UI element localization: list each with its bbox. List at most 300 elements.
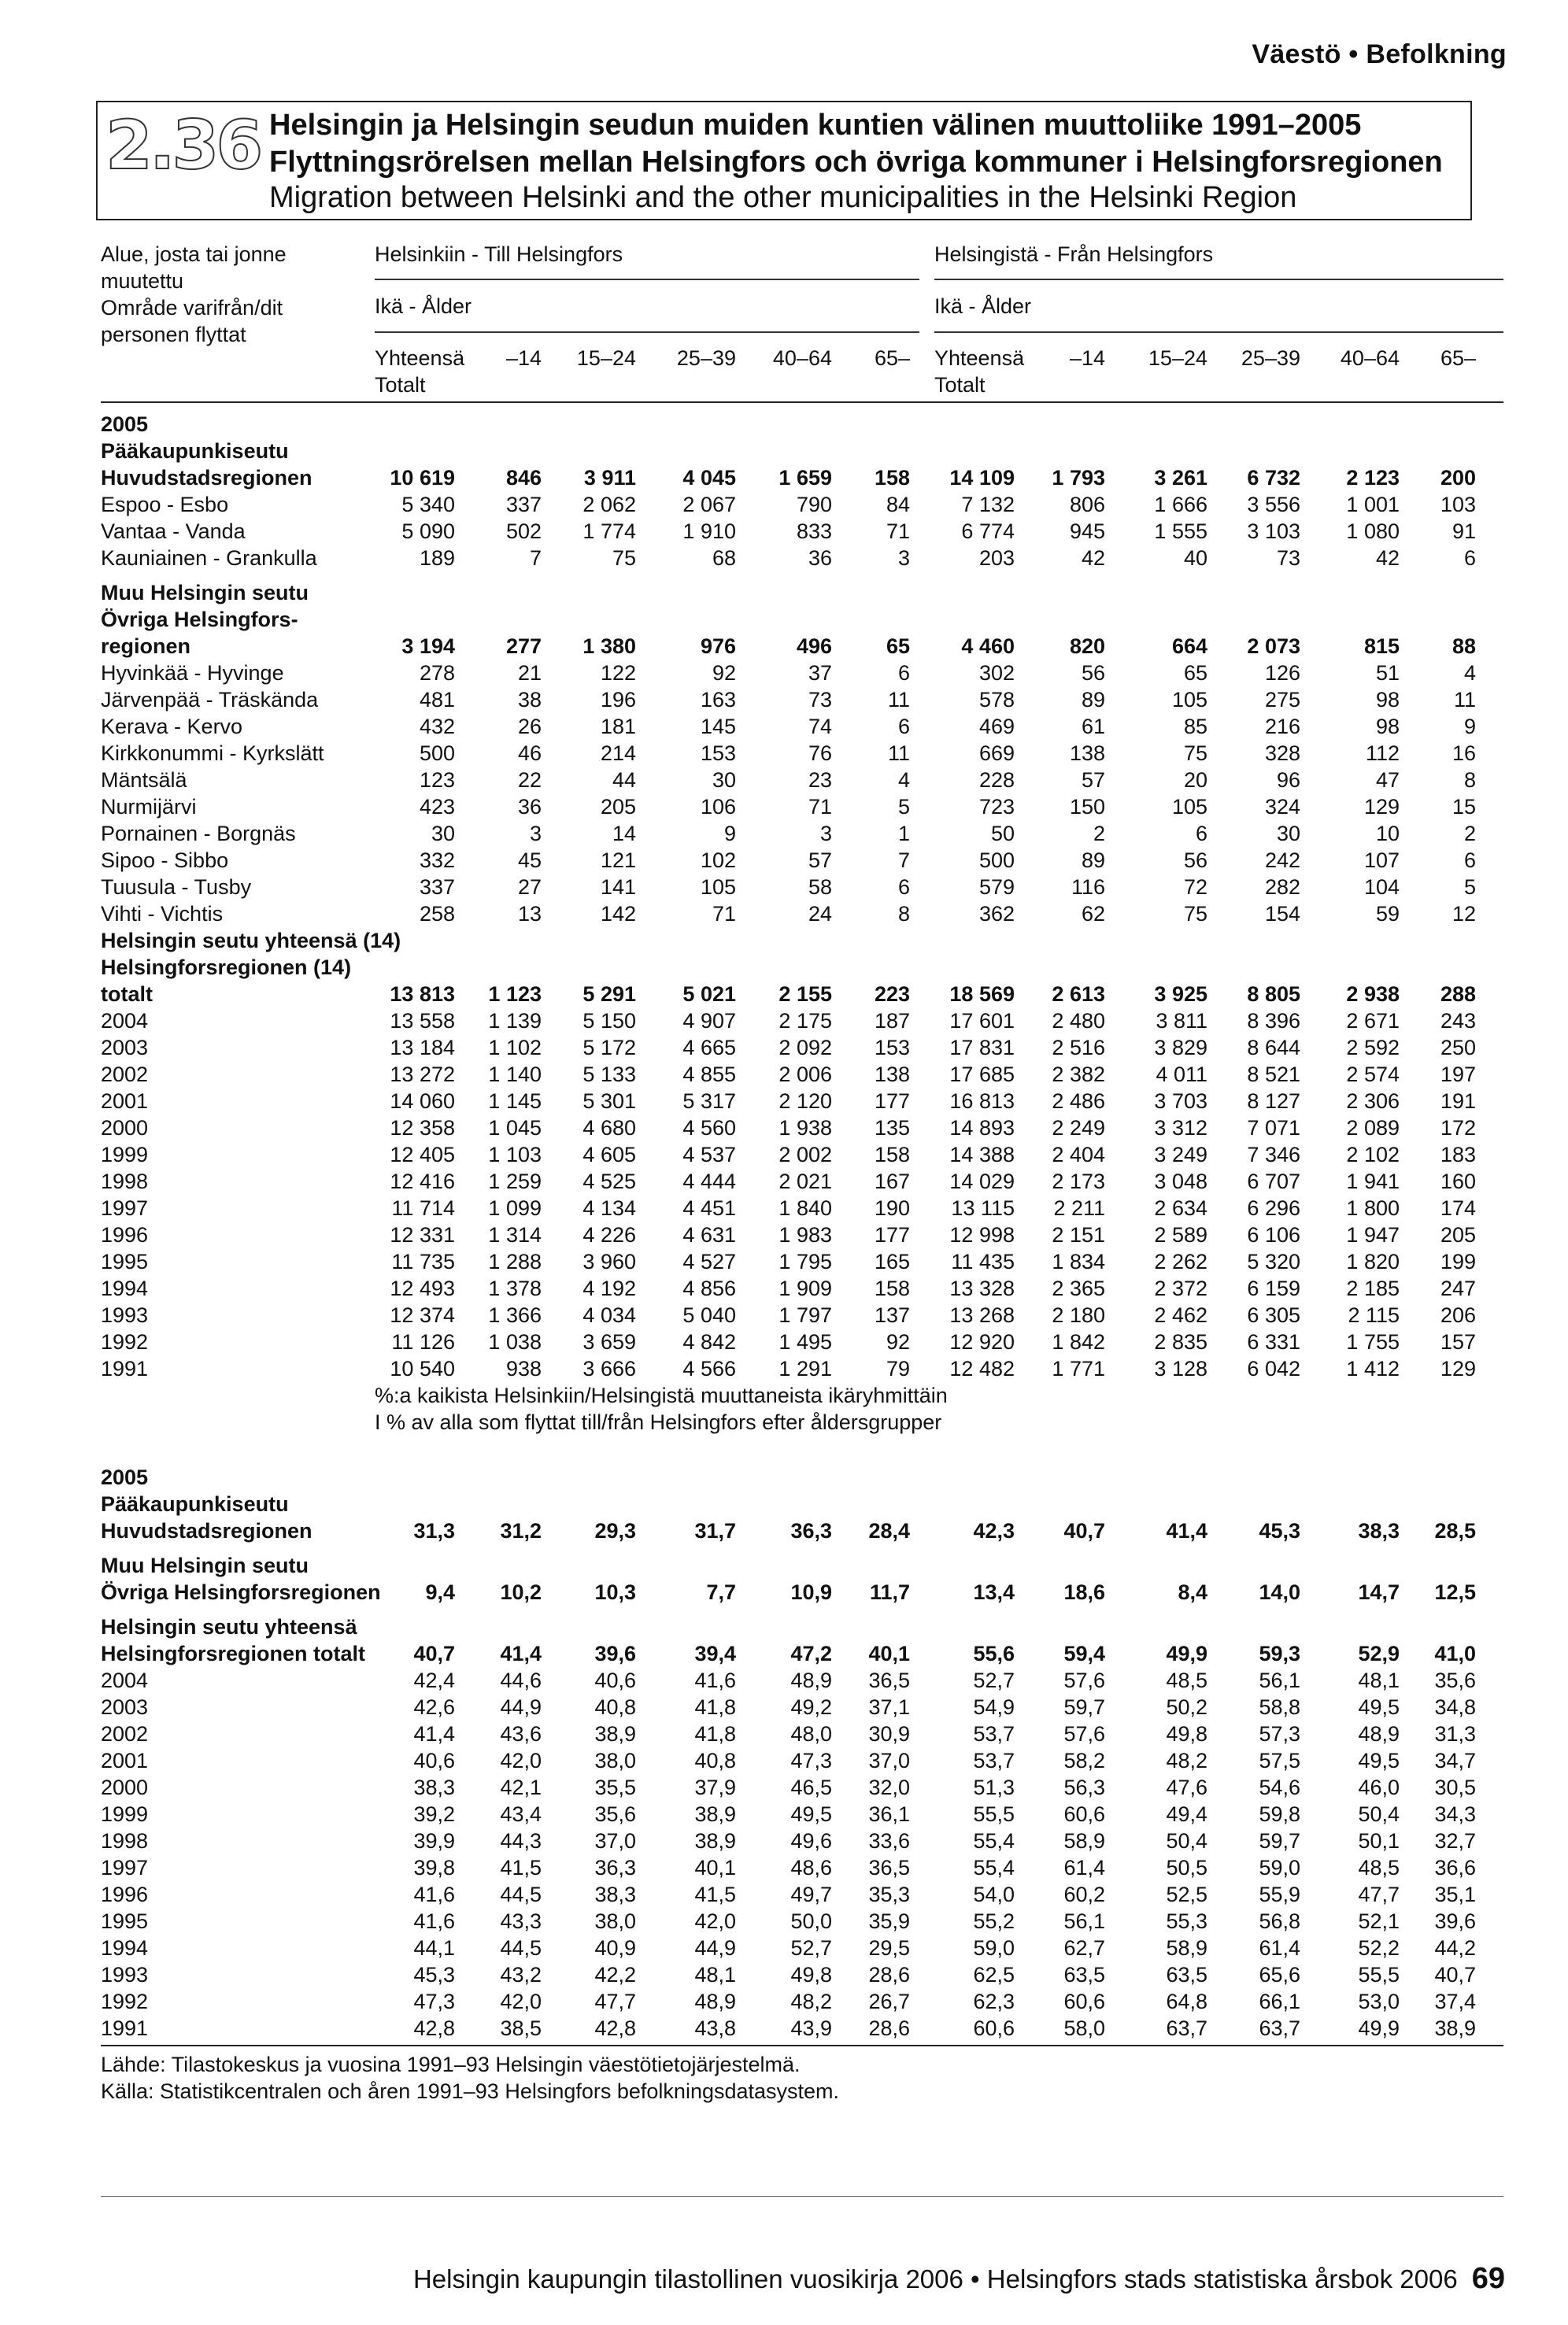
- table-cell: 39,9: [413, 1829, 455, 1853]
- table-row: [0, 1667, 1568, 1694]
- table-cell: 481: [419, 688, 455, 712]
- table-cell: 22: [517, 768, 542, 792]
- table-cell: 47,6: [1166, 1776, 1207, 1799]
- table-cell: 4 192: [582, 1277, 636, 1300]
- table-cell: 5 021: [682, 982, 736, 1006]
- table-cell: 47,3: [790, 1749, 832, 1772]
- table-cell: 2: [1093, 822, 1105, 845]
- table-cell: 2 173: [1052, 1170, 1105, 1193]
- table-cell: 141: [600, 875, 636, 899]
- table-row: [0, 740, 1568, 767]
- table-cell: 5 340: [401, 493, 455, 516]
- table-cell: 6 331: [1247, 1330, 1300, 1354]
- table-cell: 7 346: [1247, 1143, 1300, 1166]
- table-cell: 123: [419, 768, 455, 792]
- age-header-to: Ikä - Ålder: [375, 294, 472, 318]
- table-cell: 203: [978, 546, 1015, 570]
- row-label: Sipoo - Sibbo: [101, 848, 229, 872]
- table-cell: 6 774: [961, 519, 1015, 543]
- table-cell: 39,6: [1434, 1909, 1476, 1933]
- section-header: Väestö • Befolkning: [1252, 39, 1507, 69]
- table-cell: 1 259: [488, 1170, 542, 1193]
- table-cell: 56: [1183, 848, 1207, 872]
- table-cell: 40,8: [594, 1695, 636, 1719]
- table-cell: 38,9: [694, 1829, 736, 1853]
- row-label: 1992: [101, 1330, 149, 1354]
- table-cell: 2 365: [1052, 1277, 1105, 1300]
- rule: [375, 279, 919, 280]
- table-cell: 277: [505, 634, 542, 658]
- table-cell: 4 665: [682, 1036, 736, 1059]
- row-label: regionen: [101, 634, 191, 658]
- table-cell: 104: [1363, 875, 1400, 899]
- table-cell: 37,0: [594, 1829, 636, 1853]
- row-label: 2005: [101, 412, 149, 436]
- table-cell: 42,0: [500, 1990, 542, 2013]
- table-cell: 29,5: [868, 1936, 910, 1960]
- row-label: 1992: [101, 1990, 149, 2013]
- table-cell: 39,4: [694, 1642, 736, 1665]
- area-header-4: personen flyttat: [101, 323, 246, 346]
- table-cell: 49,4: [1166, 1802, 1207, 1826]
- table-cell: 1 412: [1346, 1357, 1400, 1381]
- row-label: 1994: [101, 1277, 149, 1300]
- table-cell: 2 306: [1346, 1089, 1400, 1113]
- table-cell: 59,0: [973, 1936, 1015, 1960]
- table-cell: 6: [1463, 848, 1476, 872]
- table-cell: 288: [1440, 982, 1476, 1006]
- table-cell: 815: [1363, 634, 1400, 658]
- table-cell: 36,5: [868, 1856, 910, 1880]
- table-cell: 423: [419, 795, 455, 819]
- table-cell: 15: [1452, 795, 1476, 819]
- row-label: Huvudstadsregionen: [101, 1519, 312, 1543]
- table-cell: 12 493: [390, 1277, 455, 1300]
- table-cell: 4: [897, 768, 910, 792]
- table-cell: 11: [1453, 688, 1476, 712]
- table-cell: 223: [874, 982, 910, 1006]
- table-cell: 41,6: [694, 1669, 736, 1692]
- title-finnish: Helsingin ja Helsingin seudun muiden kuntien välinen muuttoliike 1991–2005: [269, 109, 1362, 142]
- table-row: [0, 1881, 1568, 1908]
- table-cell: 5 133: [582, 1063, 636, 1086]
- table-cell: 13 184: [390, 1036, 455, 1059]
- table-cell: 50,1: [1358, 1829, 1400, 1853]
- table-cell: 59,8: [1259, 1802, 1300, 1826]
- table-cell: 172: [1440, 1116, 1476, 1140]
- table-cell: 11 435: [951, 1250, 1015, 1273]
- table-cell: 1 378: [488, 1277, 542, 1300]
- table-row: [0, 1222, 1568, 1248]
- table-row: [0, 491, 1568, 518]
- table-cell: 55,5: [1358, 1963, 1400, 1987]
- table-cell: 41,4: [413, 1722, 455, 1746]
- table-cell: 2 073: [1247, 634, 1300, 658]
- table-cell: 43,9: [790, 2016, 832, 2040]
- table-cell: 3 811: [1156, 1009, 1207, 1033]
- table-cell: 59,7: [1259, 1829, 1300, 1853]
- table-cell: 40,8: [694, 1749, 736, 1772]
- row-label: Övriga Helsingfors-: [101, 608, 298, 631]
- table-cell: 57: [1081, 768, 1105, 792]
- table-row: [0, 1007, 1568, 1034]
- table-cell: 71: [808, 795, 832, 819]
- area-header-3: Område varifrån/dit: [101, 296, 283, 320]
- table-cell: 49,2: [790, 1695, 832, 1719]
- table-cell: 23: [808, 768, 832, 792]
- table-cell: 183: [1440, 1143, 1476, 1166]
- table-cell: 1 145: [488, 1089, 542, 1113]
- row-label: 2004: [101, 1009, 149, 1033]
- table-cell: 21: [517, 661, 542, 685]
- age-column-header: 15–24: [1148, 346, 1207, 370]
- table-row: [0, 1908, 1568, 1935]
- row-label: Muu Helsingin seutu: [101, 581, 309, 604]
- table-cell: 4: [1463, 661, 1476, 685]
- table-cell: 88: [1452, 634, 1476, 658]
- table-row: [0, 1552, 1568, 1579]
- table-cell: 13 328: [949, 1277, 1015, 1300]
- table-cell: 10,3: [594, 1580, 636, 1604]
- table-row: [0, 633, 1568, 660]
- table-cell: 2 006: [778, 1063, 832, 1086]
- table-cell: 55,6: [973, 1642, 1015, 1665]
- row-label: Kerava - Kervo: [101, 715, 243, 738]
- table-cell: 1 797: [778, 1303, 832, 1327]
- table-cell: 12 482: [949, 1357, 1015, 1381]
- table-cell: 37,1: [868, 1695, 910, 1719]
- table-cell: 61,4: [1063, 1856, 1105, 1880]
- table-cell: 12 358: [390, 1116, 455, 1140]
- table-cell: 41,5: [500, 1856, 542, 1880]
- table-cell: 3 249: [1154, 1143, 1207, 1166]
- table-cell: 14 060: [390, 1089, 455, 1113]
- table-cell: 2 120: [778, 1089, 832, 1113]
- table-cell: 174: [1440, 1196, 1476, 1220]
- table-cell: 121: [600, 848, 636, 872]
- table-cell: 1 909: [778, 1277, 832, 1300]
- table-cell: 46,5: [790, 1776, 832, 1799]
- table-cell: 7,7: [706, 1580, 736, 1604]
- table-cell: 3 128: [1154, 1357, 1207, 1381]
- table-cell: 39,2: [413, 1802, 455, 1826]
- row-label: Huvudstadsregionen: [101, 466, 312, 490]
- table-cell: 137: [874, 1303, 910, 1327]
- table-cell: 4 631: [682, 1223, 736, 1247]
- table-cell: 34,8: [1434, 1695, 1476, 1719]
- table-cell: 1 834: [1052, 1250, 1105, 1273]
- table-cell: 3 960: [582, 1250, 636, 1273]
- table-cell: 177: [874, 1223, 910, 1247]
- table-cell: 31,2: [500, 1519, 542, 1543]
- table-cell: 3 103: [1247, 519, 1300, 543]
- table-cell: 13 115: [951, 1196, 1015, 1220]
- table-row: [0, 545, 1568, 571]
- table-cell: 11: [887, 688, 910, 712]
- table-cell: 92: [886, 1330, 910, 1354]
- table-cell: 49,5: [1358, 1695, 1400, 1719]
- table-cell: 105: [1171, 688, 1207, 712]
- table-cell: 820: [1069, 634, 1105, 658]
- table-cell: 1 099: [488, 1196, 542, 1220]
- title-english: Migration between Helsinki and the other municipalities in the Helsinki Region: [269, 181, 1297, 214]
- row-label: 2002: [101, 1063, 149, 1086]
- table-cell: 56,1: [1063, 1909, 1105, 1933]
- table-row: [0, 464, 1568, 491]
- table-cell: 48,2: [1166, 1749, 1207, 1772]
- rule: [375, 331, 919, 333]
- table-cell: 55,2: [973, 1909, 1015, 1933]
- table-cell: 43,2: [500, 1963, 542, 1987]
- table-cell: 3 829: [1154, 1036, 1207, 1059]
- row-label: 1993: [101, 1963, 149, 1987]
- table-cell: 41,8: [694, 1722, 736, 1746]
- table-cell: 196: [600, 688, 636, 712]
- table-cell: 43,4: [500, 1802, 542, 1826]
- from-helsinki-header: Helsingistä - Från Helsingfors: [934, 242, 1214, 266]
- table-cell: 5 301: [582, 1089, 636, 1113]
- table-cell: 3 048: [1154, 1170, 1207, 1193]
- table-cell: 84: [886, 493, 910, 516]
- table-cell: 228: [978, 768, 1015, 792]
- table-row: [0, 1141, 1568, 1168]
- table-cell: 57: [808, 848, 832, 872]
- row-label: Övriga Helsingforsregionen: [101, 1580, 381, 1604]
- table-cell: 47,2: [790, 1642, 832, 1665]
- table-cell: 8 805: [1247, 982, 1300, 1006]
- table-cell: 59,0: [1259, 1856, 1300, 1880]
- row-label: Espoo - Esbo: [101, 493, 229, 516]
- table-cell: 32,7: [1434, 1829, 1476, 1853]
- table-cell: 42,3: [973, 1519, 1015, 1543]
- table-cell: 247: [1440, 1277, 1476, 1300]
- table-cell: 205: [600, 795, 636, 819]
- table-cell: 362: [978, 902, 1015, 926]
- table-cell: 250: [1440, 1036, 1476, 1059]
- table-cell: 165: [874, 1250, 910, 1273]
- table-cell: 27: [517, 875, 542, 899]
- table-cell: 167: [874, 1170, 910, 1193]
- table-cell: 153: [874, 1036, 910, 1059]
- table-row: [0, 1579, 1568, 1606]
- row-label: 1991: [101, 1357, 149, 1381]
- row-label: 1996: [101, 1223, 149, 1247]
- table-cell: 42: [1375, 546, 1400, 570]
- table-cell: 51: [1375, 661, 1400, 685]
- table-cell: 105: [1171, 795, 1207, 819]
- table-cell: 57,3: [1259, 1722, 1300, 1746]
- table-cell: 31,3: [413, 1519, 455, 1543]
- table-cell: 6 732: [1247, 466, 1300, 490]
- page-footer: [413, 2262, 1505, 2296]
- table-cell: 469: [978, 715, 1015, 738]
- table-cell: 30: [431, 822, 455, 845]
- table-cell: 7: [529, 546, 542, 570]
- table-cell: 2 062: [582, 493, 636, 516]
- table-cell: 1 123: [488, 982, 542, 1006]
- table-row: [0, 438, 1568, 464]
- table-cell: 1 793: [1052, 466, 1105, 490]
- table-cell: 36,3: [790, 1519, 832, 1543]
- age-column-header: 65–: [874, 346, 910, 370]
- table-cell: 56,3: [1063, 1776, 1105, 1799]
- table-cell: 89: [1081, 848, 1105, 872]
- table-cell: 4 566: [682, 1357, 736, 1381]
- table-cell: 129: [1440, 1357, 1476, 1381]
- table-cell: 4 034: [582, 1303, 636, 1327]
- table-cell: 7 071: [1247, 1116, 1300, 1140]
- table-cell: 45,3: [1259, 1519, 1300, 1543]
- table-cell: 65,6: [1259, 1963, 1300, 1987]
- table-cell: 50,5: [1166, 1856, 1207, 1880]
- table-cell: 1 800: [1346, 1196, 1400, 1220]
- from-total-header: Yhteensä: [934, 346, 1025, 370]
- table-cell: 846: [505, 466, 542, 490]
- table-cell: 2 211: [1053, 1196, 1105, 1220]
- table-cell: 10: [1375, 822, 1400, 845]
- row-label: 1996: [101, 1883, 149, 1906]
- table-cell: 8: [1463, 768, 1476, 792]
- table-cell: 36,5: [868, 1669, 910, 1692]
- table-row: [0, 1114, 1568, 1141]
- table-cell: 48,1: [694, 1963, 736, 1987]
- age-column-header: 15–24: [576, 346, 636, 370]
- table-cell: 63,5: [1166, 1963, 1207, 1987]
- row-label: Hyvinkää - Hyvinge: [101, 661, 284, 685]
- percent-note-fi: %:a kaikista Helsinkiin/Helsingistä muuttaneista ikäryhmittäin: [375, 1384, 948, 1407]
- table-cell: 938: [505, 1357, 542, 1381]
- row-label: 2000: [101, 1116, 149, 1140]
- table-cell: 18 569: [949, 982, 1015, 1006]
- table-cell: 41,6: [413, 1909, 455, 1933]
- table-row: [0, 767, 1568, 793]
- table-cell: 13 558: [390, 1009, 455, 1033]
- table-cell: 57,6: [1063, 1722, 1105, 1746]
- table-cell: 85: [1183, 715, 1207, 738]
- table-row: [0, 1801, 1568, 1828]
- table-cell: 36: [517, 795, 542, 819]
- table-cell: 42,6: [413, 1695, 455, 1719]
- table-cell: 26: [517, 715, 542, 738]
- table-cell: 40,7: [413, 1642, 455, 1665]
- table-cell: 106: [700, 795, 736, 819]
- table-row: [0, 1517, 1568, 1544]
- table-cell: 2 634: [1154, 1196, 1207, 1220]
- table-cell: 16 813: [949, 1089, 1015, 1113]
- footer-rule: [101, 2196, 1503, 2197]
- row-label: 2002: [101, 1722, 149, 1746]
- row-label: 1997: [101, 1196, 149, 1220]
- row-label: Tuusula - Tusby: [101, 875, 252, 899]
- table-cell: 51,3: [973, 1776, 1015, 1799]
- table-cell: 38: [517, 688, 542, 712]
- rule: [934, 331, 1503, 333]
- table-cell: 41,8: [694, 1695, 736, 1719]
- table-cell: 9,4: [425, 1580, 455, 1604]
- table-row: [0, 1828, 1568, 1854]
- table-cell: 42,0: [694, 1909, 736, 1933]
- table-cell: 33,6: [868, 1829, 910, 1853]
- table-row: [0, 686, 1568, 713]
- area-header-1: Alue, josta tai jonne: [101, 242, 287, 266]
- table-cell: 150: [1069, 795, 1105, 819]
- table-cell: 6: [897, 715, 910, 738]
- table-cell: 17 601: [949, 1009, 1015, 1033]
- row-label: Pornainen - Borgnäs: [101, 822, 296, 845]
- table-cell: 2 175: [778, 1009, 832, 1033]
- table-cell: 4 451: [682, 1196, 736, 1220]
- table-cell: 1 288: [488, 1250, 542, 1273]
- table-row: [0, 660, 1568, 686]
- table-cell: 12,5: [1434, 1580, 1476, 1604]
- table-cell: 71: [886, 519, 910, 543]
- table-cell: 76: [808, 741, 832, 765]
- table-cell: 945: [1069, 519, 1105, 543]
- table-cell: 4 226: [582, 1223, 636, 1247]
- table-cell: 723: [978, 795, 1015, 819]
- table-cell: 1 380: [582, 634, 636, 658]
- table-cell: 37: [808, 661, 832, 685]
- table-cell: 48,2: [790, 1990, 832, 2013]
- table-cell: 56: [1081, 661, 1105, 685]
- table-cell: 54,0: [973, 1883, 1015, 1906]
- table-cell: 45: [517, 848, 542, 872]
- table-cell: 2 067: [682, 493, 736, 516]
- table-cell: 53,0: [1358, 1990, 1400, 2013]
- table-cell: 66,1: [1259, 1990, 1300, 2013]
- table-cell: 10,9: [790, 1580, 832, 1604]
- table-cell: 13 272: [390, 1063, 455, 1086]
- row-label: 2001: [101, 1089, 149, 1113]
- table-cell: 38,0: [594, 1909, 636, 1933]
- table-cell: 48,0: [790, 1722, 832, 1746]
- table-cell: 29,3: [594, 1519, 636, 1543]
- table-cell: 7 132: [961, 493, 1015, 516]
- table-cell: 2 372: [1154, 1277, 1207, 1300]
- table-cell: 129: [1363, 795, 1400, 819]
- table-cell: 75: [1183, 902, 1207, 926]
- table-cell: 30,9: [868, 1722, 910, 1746]
- table-cell: 60,6: [1063, 1990, 1105, 2013]
- table-cell: 42,8: [413, 2016, 455, 2040]
- row-label: 2001: [101, 1749, 149, 1772]
- table-cell: 40,1: [868, 1642, 910, 1665]
- table-cell: 65: [1183, 661, 1207, 685]
- table-cell: 58,8: [1259, 1695, 1300, 1719]
- table-cell: 181: [600, 715, 636, 738]
- table-cell: 664: [1171, 634, 1207, 658]
- table-cell: 8 127: [1247, 1089, 1300, 1113]
- table-cell: 3 194: [401, 634, 455, 658]
- table-cell: 12 920: [949, 1330, 1015, 1354]
- table-cell: 75: [1183, 741, 1207, 765]
- table-cell: 59,3: [1259, 1642, 1300, 1665]
- table-cell: 50,0: [790, 1909, 832, 1933]
- table-cell: 191: [1440, 1089, 1476, 1113]
- table-row: [0, 1061, 1568, 1088]
- table-row: [0, 1961, 1568, 1988]
- table-cell: 14,7: [1358, 1580, 1400, 1604]
- table-cell: 50: [990, 822, 1015, 845]
- table-cell: 4 560: [682, 1116, 736, 1140]
- table-cell: 48,9: [790, 1669, 832, 1692]
- table-row: [0, 1774, 1568, 1801]
- table-cell: 89: [1081, 688, 1105, 712]
- row-label: Mäntsälä: [101, 768, 187, 792]
- table-cell: 1 001: [1346, 493, 1400, 516]
- table-cell: 5 320: [1247, 1250, 1300, 1273]
- age-column-header: 40–64: [772, 346, 832, 370]
